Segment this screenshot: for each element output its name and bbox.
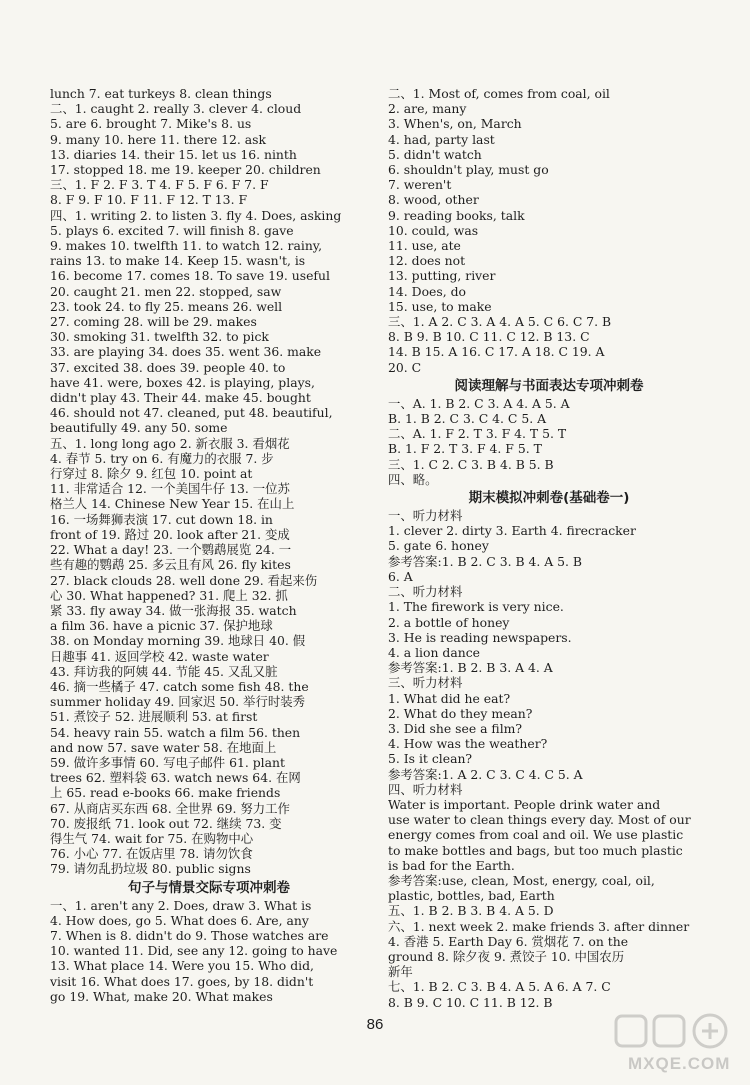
answer-column-left: [50, 86, 368, 1004]
left-answer-line: visit 16. What does 17. goes, by 18. didn't: [50, 973, 314, 989]
left-answer-line: trees 62. 塑料袋 63. watch news 64. 在网: [50, 770, 301, 786]
left-answer-line: 心 30. What happened? 31. 爬上 32. 抓: [50, 587, 288, 603]
right-answer-line: 二、听力材料: [388, 584, 463, 600]
right-answer-line: 14. B 15. A 16. C 17. A 18. C 19. A: [388, 344, 605, 360]
left-answer-line: have 41. were, boxes 42. is playing, plays,: [50, 374, 315, 390]
right-answer-line: 20. C: [388, 359, 422, 375]
right-answer-line: Water is important. People drink water and: [388, 796, 661, 812]
left-answer-line: 27. coming 28. will be 29. makes: [50, 314, 257, 330]
right-answer-line: 参考答案:1. B 2. B 3. A 4. A: [388, 660, 553, 676]
left-answer-line: front of 19. 路过 20. look after 21. 变成: [50, 526, 290, 542]
right-answer-line: 3. Did she see a film?: [388, 720, 523, 736]
right-answer-line: 五、1. B 2. B 3. B 4. A 5. D: [388, 903, 554, 919]
right-answer-line: 6. shouldn't play, must go: [388, 162, 549, 178]
left-answer-line: 76. 小心 77. 在饭店里 78. 请勿饮食: [50, 846, 253, 862]
right-answer-line: 二、A. 1. F 2. T 3. F 4. T 5. T: [388, 426, 567, 442]
right-answer-line: B. 1. B 2. C 3. C 4. C 5. A: [388, 411, 547, 427]
left-answer-line: 54. heavy rain 55. watch a film 56. then: [50, 724, 301, 740]
left-answer-line: 五、1. long long ago 2. 新衣服 3. 看烟花: [50, 435, 290, 451]
right-answer-line: 8. wood, other: [388, 192, 479, 208]
left-answer-line: 43. 拜访我的阿姨 44. 节能 45. 又乱又脏: [50, 663, 278, 679]
right-answer-line: 4. had, party last: [388, 131, 495, 147]
right-answer-line: 12. does not: [388, 253, 466, 269]
right-answer-line: 5. gate 6. honey: [388, 538, 489, 554]
left-answer-line: 格兰人 14. Chinese New Year 15. 在山上: [50, 496, 295, 512]
right-answer-line: plastic, bottles, bad, Earth: [388, 888, 555, 904]
left-answer-line: go 19. What, make 20. What makes: [50, 988, 273, 1004]
left-answer-line: summer holiday 49. 回家迟 50. 举行时装秀: [50, 694, 306, 710]
right-answer-line: 1. What did he eat?: [388, 690, 511, 706]
right-answer-line: 5. Is it clean?: [388, 751, 473, 767]
left-answer-line: a film 36. have a picnic 37. 保护地球: [50, 618, 273, 634]
left-answer-line: 13. diaries 14. their 15. let us 16. ninth: [50, 146, 297, 162]
right-answer-line: is bad for the Earth.: [388, 857, 515, 873]
left-answer-line: didn't play 43. Their 44. make 45. bought: [50, 390, 311, 406]
left-answer-line: 行穿过 8. 除夕 9. 红包 10. point at: [50, 466, 253, 482]
left-answer-line: 得生气 74. wait for 75. 在购物中心: [50, 830, 254, 846]
page-number: 86: [366, 1016, 384, 1033]
left-answer-line: 一、1. aren't any 2. Does, draw 3. What is: [50, 897, 312, 913]
left-answer-line: 23. took 24. to fly 25. means 26. well: [50, 298, 283, 314]
right-answer-line: 六、1. next week 2. make friends 3. after dinner: [388, 918, 690, 934]
right-answer-line: 1. The firework is very nice.: [388, 599, 564, 615]
right-answer-line: 6. A: [388, 568, 413, 584]
right-answer-line: 二、1. Most of, comes from coal, oil: [388, 86, 610, 101]
left-answer-line: 二、1. caught 2. really 3. clever 4. cloud: [50, 101, 302, 117]
right-answer-line: ground 8. 除夕夜 9. 煮饺子 10. 中国农历: [388, 948, 625, 964]
left-answer-line: 4. 春节 5. try on 6. 有魔力的衣服 7. 步: [50, 450, 274, 466]
watermark-url: MXQE.COM: [628, 1054, 731, 1073]
left-answer-line: 37. excited 38. does 39. people 40. to: [50, 359, 286, 375]
left-answer-line: 些有趣的鹦鹉 25. 多云且有风 26. fly kites: [50, 557, 291, 573]
right-answer-line: to make bottles and bags, but too much plastic: [388, 842, 683, 858]
right-answer-line: 5. didn't watch: [388, 146, 482, 162]
left-answer-line: 4. How does, go 5. What does 6. Are, any: [50, 912, 309, 928]
right-answer-line: B. 1. F 2. T 3. F 4. F 5. T: [388, 441, 542, 457]
right-answer-line: 一、A. 1. B 2. C 3. A 4. A 5. A: [388, 395, 570, 411]
left-answer-line: 三、1. F 2. F 3. T 4. F 5. F 6. F 7. F: [50, 177, 269, 193]
left-answer-line: 16. become 17. comes 18. To save 19. useful: [50, 268, 330, 284]
right-answer-line: 3. He is reading newspapers.: [388, 629, 572, 645]
left-answer-line: 9. many 10. here 11. there 12. ask: [50, 131, 266, 147]
right-answer-line: 参考答案:1. B 2. C 3. B 4. A 5. B: [388, 553, 583, 569]
right-answer-line: 2. a bottle of honey: [388, 614, 510, 630]
right-answer-line: 4. How was the weather?: [388, 736, 548, 752]
right-answer-line: 10. could, was: [388, 222, 479, 238]
right-answer-line: 1. clever 2. dirty 3. Earth 4. firecracker: [388, 523, 636, 539]
right-answer-line: 三、1. C 2. C 3. B 4. B 5. B: [388, 456, 554, 472]
left-answer-line: 17. stopped 18. me 19. keeper 20. children: [50, 162, 321, 178]
right-answer-line: 4. 香港 5. Earth Day 6. 赏烟花 7. on the: [388, 933, 629, 949]
left-answer-line: 38. on Monday morning 39. 地球日 40. 假: [50, 633, 306, 649]
left-answer-line: and now 57. save water 58. 在地面上: [50, 739, 277, 755]
watermark-stamp-icon: [610, 1012, 740, 1056]
right-answer-line: 8. B 9. C 10. C 11. B 12. B: [388, 994, 553, 1010]
right-answer-line: 11. use, ate: [388, 238, 461, 254]
right-answer-line: energy comes from coal and oil. We use plastic: [388, 827, 684, 843]
right-answer-line: 参考答案:use, clean, Most, energy, coal, oil,: [388, 872, 655, 888]
left-answer-line: 30. smoking 31. twelfth 32. to pick: [50, 329, 269, 345]
left-answer-line: 59. 做许多事情 60. 写电子邮件 61. plant: [50, 754, 285, 770]
left-answer-line: 11. 非常适合 12. 一个美国牛仔 13. 一位苏: [50, 481, 290, 497]
right-answer-line: 8. B 9. B 10. C 11. C 12. B 13. C: [388, 329, 590, 345]
left-answer-line: 日趣事 41. 返回学校 42. waste water: [50, 648, 269, 664]
left-answer-line: 上 65. read e-books 66. make friends: [50, 785, 281, 801]
left-answer-line: 46. 摘一些橘子 47. catch some fish 48. the: [50, 678, 309, 694]
right-answer-line: 14. Does, do: [388, 283, 466, 299]
left-answer-line: rains 13. to make 14. Keep 15. wasn't, is: [50, 253, 306, 269]
left-answer-line: 四、1. writing 2. to listen 3. fly 4. Does, asking: [50, 207, 342, 223]
left-answer-line: 紧 33. fly away 34. 做一张海报 35. watch: [50, 602, 297, 618]
right-answer-line: 一、听力材料: [388, 508, 463, 524]
left-answer-line: beautifully 49. any 50. some: [50, 420, 228, 436]
left-answer-line: 79. 请勿乱扔垃圾 80. public signs: [50, 861, 251, 877]
right-answer-line: 参考答案:1. A 2. C 3. C 4. C 5. A: [388, 766, 583, 782]
right-answer-line: 3. When's, on, March: [388, 116, 522, 132]
right-answer-line: use water to clean things every day. Most of our: [388, 812, 691, 828]
left-answer-line: 5. are 6. brought 7. Mike's 8. us: [50, 116, 252, 132]
right-answer-line: 七、1. B 2. C 3. B 4. A 5. A 6. A 7. C: [388, 979, 611, 995]
left-answer-line: 13. What place 14. Were you 15. Who did,: [50, 958, 314, 974]
right-section-title: 阅读理解与书面表达专项冲刺卷: [454, 377, 644, 394]
left-answer-line: 7. When is 8. didn't do 9. Those watches are: [50, 927, 329, 943]
right-answer-line: 三、1. A 2. C 3. A 4. A 5. C 6. C 7. B: [388, 314, 612, 330]
left-answer-line: 9. makes 10. twelfth 11. to watch 12. rainy,: [50, 238, 323, 254]
right-answer-line: 4. a lion dance: [388, 644, 480, 660]
left-answer-line: 20. caught 21. men 22. stopped, saw: [50, 283, 282, 299]
left-section-title: 句子与情景交际专项冲刺卷: [128, 879, 290, 896]
right-answer-line: 四、听力材料: [388, 781, 463, 797]
right-answer-line: 2. are, many: [388, 101, 467, 117]
left-answer-line: 5. plays 6. excited 7. will finish 8. gave: [50, 222, 294, 238]
right-answer-line: 9. reading books, talk: [388, 207, 525, 223]
right-answer-line: 7. weren't: [388, 177, 452, 193]
watermark-logo: [610, 1012, 740, 1080]
answer-column-right: [388, 86, 710, 1010]
right-answer-line: 四、略。: [388, 471, 438, 487]
right-answer-line: 15. use, to make: [388, 298, 492, 314]
left-answer-line: 51. 煮饺子 52. 进展顺利 53. at first: [50, 709, 258, 725]
left-answer-line: 22. What a day! 23. 一个鹦鹉展览 24. 一: [50, 542, 292, 558]
left-answer-line: lunch 7. eat turkeys 8. clean things: [50, 86, 272, 101]
right-section-title: 期末模拟冲刺卷(基础卷一): [468, 490, 630, 507]
left-answer-line: 67. 从商店买东西 68. 全世界 69. 努力工作: [50, 800, 290, 816]
left-answer-line: 16. 一场舞狮表演 17. cut down 18. in: [50, 511, 273, 527]
left-answer-line: 10. wanted 11. Did, see any 12. going to have: [50, 943, 338, 959]
left-answer-line: 70. 废报纸 71. look out 72. 继续 73. 变: [50, 815, 282, 831]
right-answer-line: 13. putting, river: [388, 268, 496, 284]
right-answer-line: 新年: [388, 964, 413, 980]
left-answer-line: 8. F 9. F 10. F 11. F 12. T 13. F: [50, 192, 248, 208]
right-answer-line: 2. What do they mean?: [388, 705, 533, 721]
left-answer-line: 46. should not 47. cleaned, put 48. beautiful,: [50, 405, 333, 421]
right-answer-line: 三、听力材料: [388, 675, 463, 691]
left-answer-line: 27. black clouds 28. well done 29. 看起来伤: [50, 572, 318, 588]
left-answer-line: 33. are playing 34. does 35. went 36. make: [50, 344, 322, 360]
